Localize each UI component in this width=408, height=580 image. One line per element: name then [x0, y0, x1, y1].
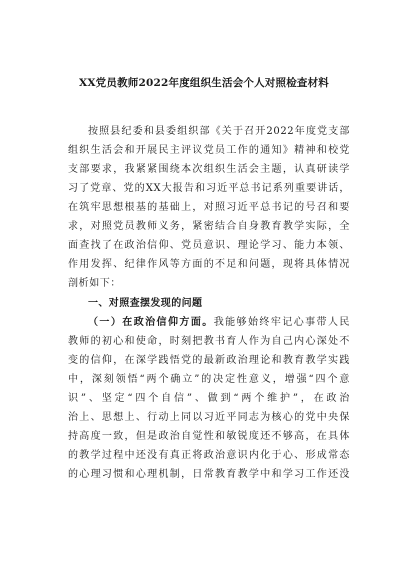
- body-line: 变的信仰，在深学践悟党的最新政治理论和教育教学实践: [68, 355, 350, 366]
- intro-line: 面查找了在政治信仰、党员意识、理论学习、能力本领、: [68, 240, 350, 251]
- subsection-first-line: [88, 316, 350, 329]
- body-line: 识”、坚定“四个自信”、做到“两个维护”，在政治: [68, 393, 350, 404]
- intro-line: 按照县纪委和县委组织部《关于召开2022年度党支部: [88, 126, 350, 137]
- subsection-label: （一）在政治信仰方面。: [88, 317, 214, 328]
- intro-line: 作用发挥、纪律作风等方面的不足和问题，现将具体情况: [68, 259, 350, 270]
- body-line: 中，深刻领悟“两个确立”的决定性意义，增强“四个意: [68, 374, 350, 385]
- document-title: XX党员教师2022年度组织生活会个人对照检查材料: [78, 77, 330, 89]
- intro-line: 剖析如下：: [68, 278, 121, 289]
- body-line: 持高度一致，但是政治自觉性和敏锐度还不够高，在具体: [68, 431, 350, 442]
- intro-line: 在筑牢思想根基的基础上，对照习近平总书记的号召和要: [68, 202, 350, 213]
- intro-line: 习了党章、党的XX大报告和习近平总书记系列重要讲话，: [68, 183, 350, 194]
- intro-line: 组织生活会和开展民主评议党员工作的通知》精神和校党: [68, 145, 350, 156]
- body-line: 教师的初心和使命，时刻把教书育人作为自己内心深处不: [68, 336, 350, 347]
- intro-line: 求，对照党员教师义务，紧密结合自身教育教学实际，全: [68, 221, 350, 232]
- body-line: 治上、思想上、行动上同以习近平同志为核心的党中央保: [68, 412, 350, 423]
- section-heading: 一、对照查摆发现的问题: [88, 298, 203, 309]
- intro-line: 支部要求，我紧紧围绕本次组织生活会主题，认真研读学: [68, 164, 350, 175]
- body-line: 的教学过程中还没有真正将政治意识内化于心、形成常态: [68, 450, 350, 461]
- body-line: 的心理习惯和心理机制，日常教育教学中和学习工作还没: [68, 469, 350, 480]
- subsection-first-line-text: 我能够始终牢记心事带人民: [213, 317, 350, 328]
